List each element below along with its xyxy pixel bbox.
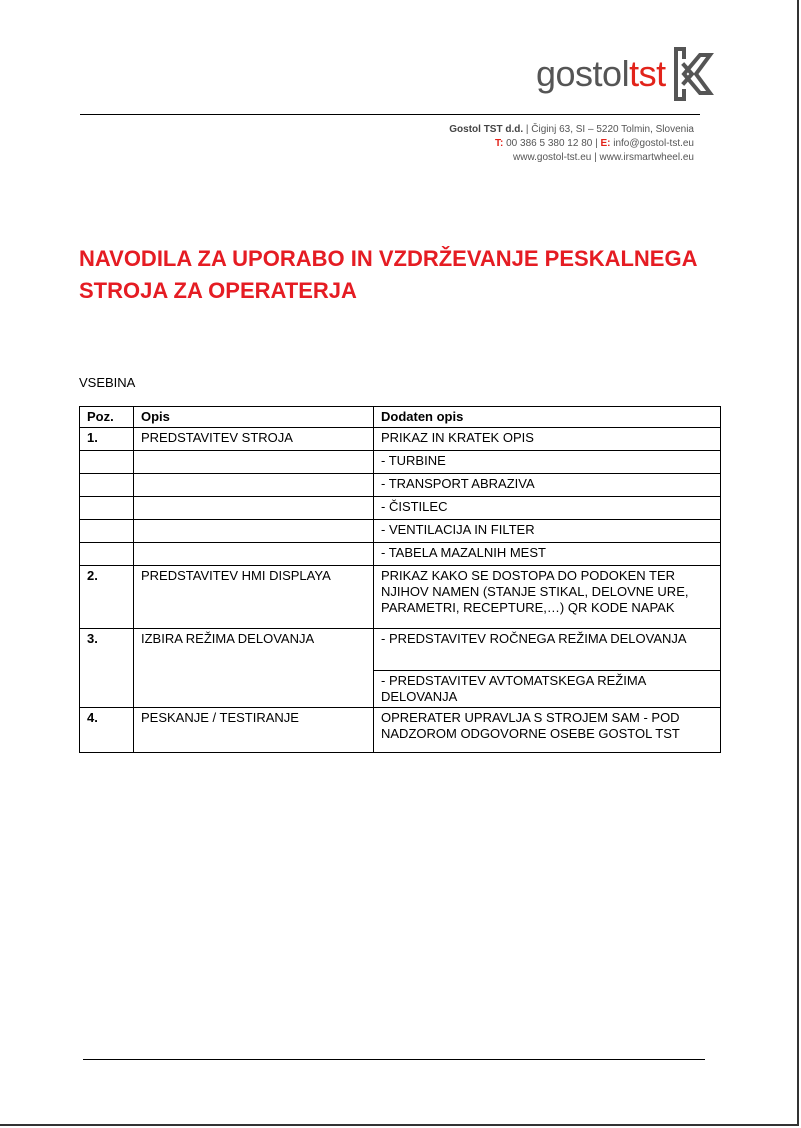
cell-dodaten-opis: - PREDSTAVITEV ROČNEGA REŽIMA DELOVANJA [374, 629, 721, 671]
company-websites: www.gostol-tst.eu | www.irsmartwheel.eu [513, 152, 694, 163]
table-row [80, 428, 721, 451]
phone-label: T: [495, 138, 504, 149]
company-name: Gostol TST d.d. [449, 124, 524, 135]
cell-dodaten-opis: PRIKAZ KAKO SE DOSTOPA DO PODOKEN TER NJIHOV NAMEN (STANJE STIKAL, DELOVNE URE, PARAMETRI, RECEPTURE,…) QR KODE NAPAK [374, 566, 721, 629]
cell-poz [80, 451, 134, 474]
cell-opis [134, 520, 374, 543]
cell-poz [80, 520, 134, 543]
cell-poz: 4. [80, 708, 134, 753]
cell-dodaten-opis: - PREDSTAVITEV AVTOMATSKEGA REŽIMA DELOVANJA [374, 671, 721, 708]
gostol-k-mark-icon [670, 45, 714, 103]
logo-text-gostol: gostol [536, 53, 630, 94]
cell-opis: PESKANJE / TESTIRANJE [134, 708, 374, 753]
cell-dodaten-opis: - TABELA MAZALNIH MEST [374, 543, 721, 566]
cell-opis: PREDSTAVITEV STROJA [134, 428, 374, 451]
phone-number: 00 386 5 380 12 80 | [503, 138, 601, 149]
cell-poz [80, 474, 134, 497]
cell-dodaten-opis: - TRANSPORT ABRAZIVA [374, 474, 721, 497]
table-row [80, 474, 721, 497]
email-address: info@gostol-tst.eu [610, 138, 694, 149]
table-row [80, 520, 721, 543]
company-address-line [449, 123, 694, 137]
email-label: E: [600, 138, 611, 149]
company-contact-block [449, 123, 694, 165]
header-opis: Opis [134, 407, 374, 428]
table-header-row [80, 407, 721, 428]
cell-poz: 3. [80, 629, 134, 708]
logo-text-tst: tst [629, 53, 666, 94]
document-title-line-2: STROJA ZA OPERATERJA [79, 278, 357, 303]
cell-opis [134, 451, 374, 474]
header-poz: Poz. [80, 407, 134, 428]
cell-opis [134, 497, 374, 520]
cell-dodaten-opis: PRIKAZ IN KRATEK OPIS [374, 428, 721, 451]
header-dodaten-opis: Dodaten opis [374, 407, 721, 428]
document-title [79, 243, 739, 307]
table-row [80, 629, 721, 671]
table-row [80, 497, 721, 520]
cell-opis [134, 474, 374, 497]
footer-rule [83, 1059, 705, 1060]
cell-poz [80, 543, 134, 566]
company-phone-email-line [449, 137, 694, 151]
cell-dodaten-opis: OPRERATER UPRAVLJA S STROJEM SAM - POD NADZOROM ODGOVORNE OSEBE GOSTOL TST [374, 708, 721, 753]
document-title-line-1: NAVODILA ZA UPORABO IN VZDRŽEVANJE PESKALNEGA [79, 246, 698, 271]
cell-poz [80, 497, 134, 520]
table-row [80, 708, 721, 753]
header-rule [80, 114, 700, 115]
contents-table [79, 406, 721, 753]
contents-label: VSEBINA [79, 375, 136, 390]
company-address: | Čiginj 63, SI – 5220 Tolmin, Slovenia [523, 124, 694, 135]
cell-opis: PREDSTAVITEV HMI DISPLAYA [134, 566, 374, 629]
table-row [80, 451, 721, 474]
table-row [80, 566, 721, 629]
table-row [80, 543, 721, 566]
cell-dodaten-opis: - TURBINE [374, 451, 721, 474]
cell-opis [134, 543, 374, 566]
company-logo [536, 44, 714, 104]
cell-dodaten-opis: - VENTILACIJA IN FILTER [374, 520, 721, 543]
cell-opis: IZBIRA REŽIMA DELOVANJA [134, 629, 374, 708]
cell-poz: 1. [80, 428, 134, 451]
cell-poz: 2. [80, 566, 134, 629]
cell-dodaten-opis: - ČISTILEC [374, 497, 721, 520]
